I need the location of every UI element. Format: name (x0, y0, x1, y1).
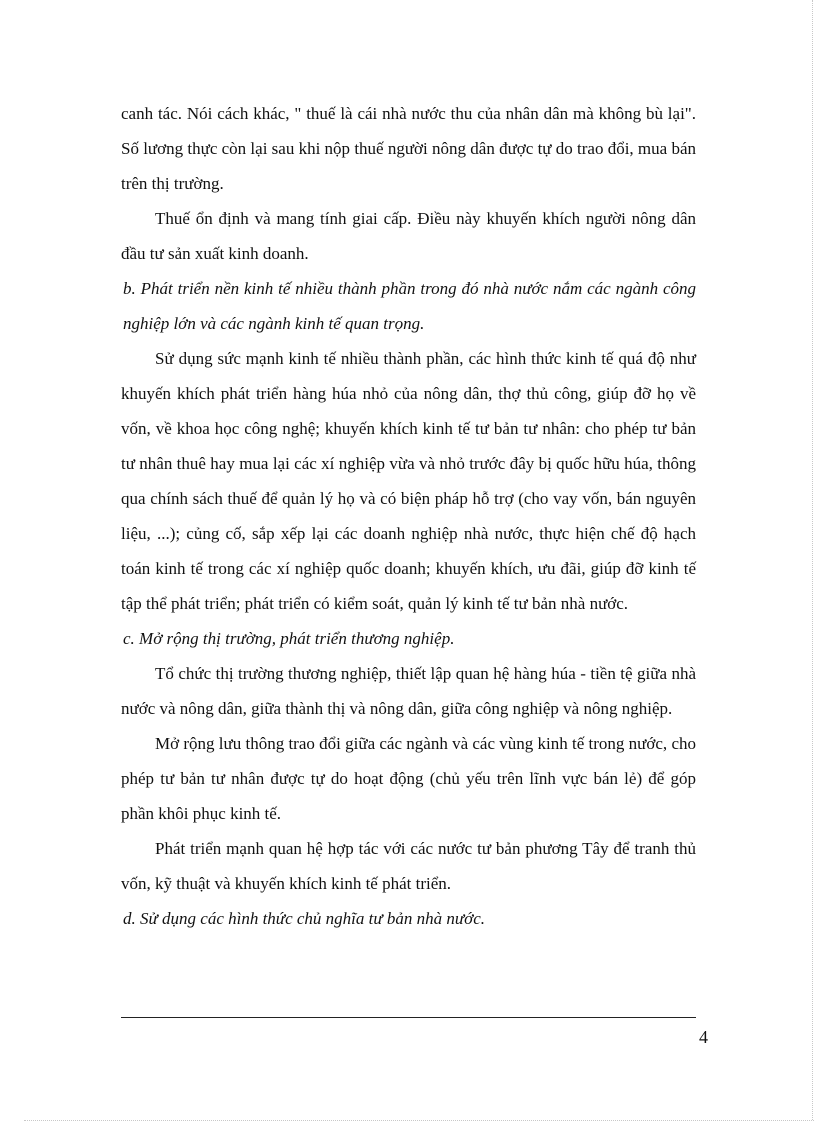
paragraph-circulation: Mở rộng lưu thông trao đổi giữa các ngành và các vùng kinh tế trong nước, cho phép tư bản tư nhân được tự do hoạt động (chủ yếu trên lĩnh vực bán lẻ) để góp phần khôi phục kinh tế. (121, 734, 696, 823)
section-heading-b: b. Phát triển nền kinh tế nhiều thành phần trong đó nhà nước nắm các ngành công nghiệp lớn và các ngành kinh tế quan trọng. (123, 279, 696, 333)
page-right-edge (812, 0, 813, 1120)
paragraph-tax-definition: canh tác. Nói cách khác, " thuế là cái nhà nước thu của nhân dân mà không bù lại". Số lương thực còn lại sau khi nộp thuế người nông dân được tự do trao đổi, mua bán trên thị trường. (121, 104, 696, 193)
paragraph-stable-tax: Thuế ổn định và mang tính giai cấp. Điều này khuyến khích người nông dân đầu tư sản xuất kinh doanh. (121, 209, 696, 263)
page-bottom-edge (24, 1120, 814, 1121)
section-heading-d: d. Sử dụng các hình thức chủ nghĩa tư bản nhà nước. (123, 909, 486, 928)
paragraph-commerce-market: Tổ chức thị trường thương nghiệp, thiết lập quan hệ hàng húa - tiền tệ giữa nhà nước và nông dân, giữa thành thị và nông dân, giữa công nghiệp và nông nghiệp. (121, 664, 696, 718)
footer-divider (121, 1017, 696, 1018)
paragraph-western-cooperation: Phát triển mạnh quan hệ hợp tác với các nước tư bản phương Tây để tranh thủ vốn, kỹ thuật và khuyến khích kinh tế phát triển. (121, 839, 696, 893)
section-heading-c: c. Mở rộng thị trường, phát triển thương nghiệp. (123, 629, 455, 648)
body-text (121, 96, 696, 936)
paragraph-multi-sector-economy: Sử dụng sức mạnh kinh tế nhiều thành phần, các hình thức kinh tế quá độ như khuyến khích phát triển hàng húa nhỏ của nông dân, thợ thủ công, giúp đỡ họ về vốn, về khoa học công nghệ; khuyến khích kinh tế tư bản tư nhân: cho phép tư bản tư nhân thuê hay mua lại các xí nghiệp vừa và nhỏ trước đây bị quốc hữu húa, thông qua chính sách thuế để quản lý họ và có biện pháp hỗ trợ (cho vay vốn, bán nguyên liệu, ...); củng cố, sắp xếp lại các doanh nghiệp nhà nước, thực hiện chế độ hạch toán kinh tế trong các xí nghiệp quốc doanh; khuyến khích, ưu đãi, giúp đỡ kinh tế tập thể phát triển; phát triển có kiểm soát, quản lý kinh tế tư bản nhà nước. (121, 349, 696, 613)
page-number: 4 (699, 1027, 708, 1047)
